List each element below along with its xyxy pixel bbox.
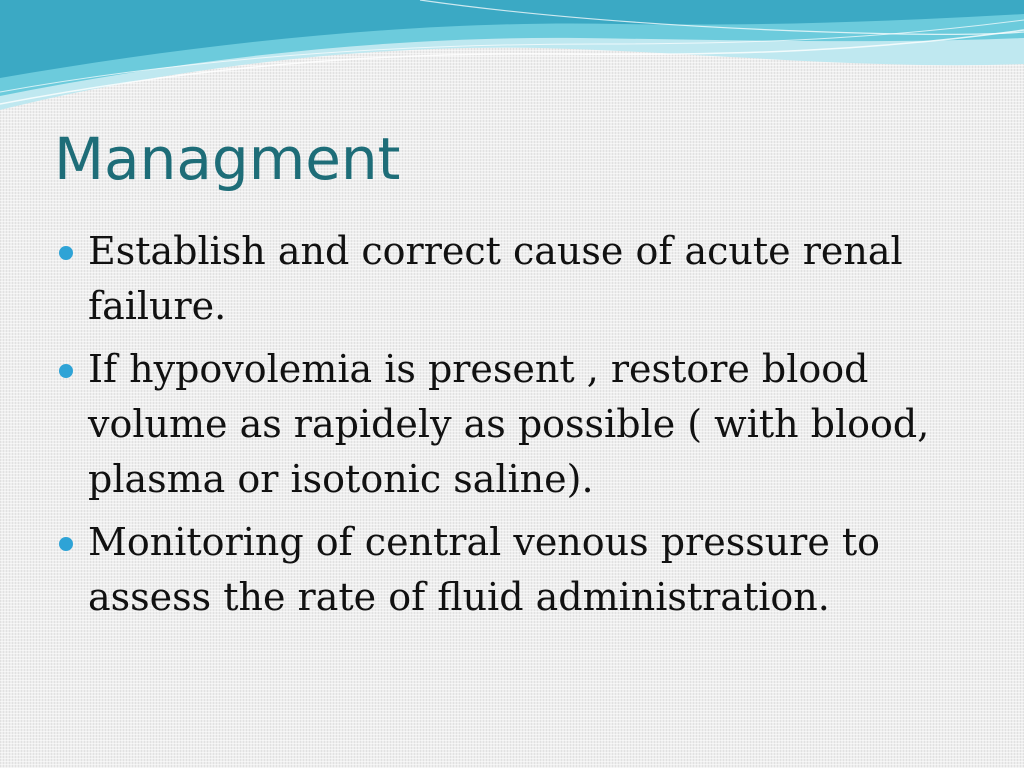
bullet-text: Establish and correct cause of acute renal failure. <box>88 229 903 328</box>
bullet-item <box>56 342 976 507</box>
bullet-item <box>56 515 976 625</box>
bullet-item <box>56 224 976 334</box>
bullet-icon <box>59 364 73 378</box>
bullet-text: If hypovolemia is present , restore blood volume as rapidely as possible ( with blood, plasma or isotonic saline). <box>88 347 930 501</box>
bullet-list <box>56 224 976 633</box>
bullet-text: Monitoring of central venous pressure to assess the rate of fluid administration. <box>88 520 881 619</box>
slide-title: Managment <box>54 125 401 193</box>
bullet-icon <box>59 246 73 260</box>
bullet-icon <box>59 537 73 551</box>
wave-banner <box>0 0 1024 120</box>
